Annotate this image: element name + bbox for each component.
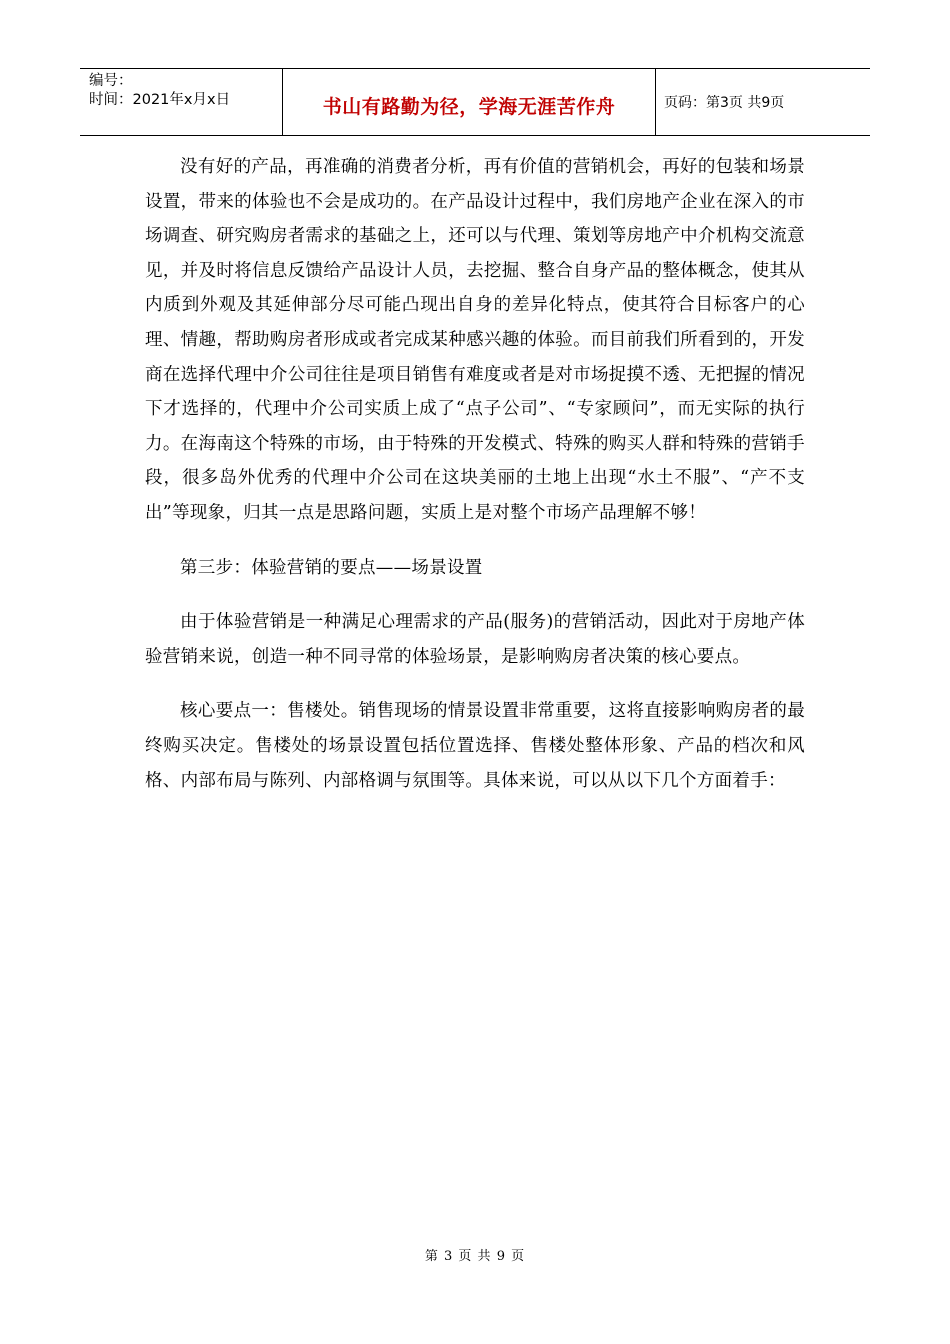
- header-page-info: 页码：第3页 共9页: [664, 95, 785, 111]
- section-heading-step-three: 第三步：体验营销的要点——场景设置: [180, 557, 483, 578]
- document-number-label: 编号：: [89, 73, 133, 89]
- header-left-cell: [80, 69, 282, 135]
- paragraph-sales-office: 核心要点一：售楼处。销售现场的情景设置非常重要，这将直接影响购房者的最终购买决定。售楼处的场景设置包括位置选择、售楼处整体形象、产品的档次和风格、内部布局与陈列、内部格调与氛围等。具体来说，可以从以下几个方面着手：: [145, 701, 805, 791]
- paragraph-product-design: 没有好的产品，再准确的消费者分析，再有价值的营销机会，再好的包装和场景设置，带来的体验也不会是成功的。在产品设计过程中，我们房地产企业在深入的市场调查、研究购房者需求的基础之上，还可以与代理、策划等房地产中介机构交流意见，并及时将信息反馈给产品设计人员，去挖掘、整合自身产品的整体概念，使其从内质到外观及其延伸部分尽可能凸现出自身的差异化特点，使其符合目标客户的心理、情趣，帮助购房者形成或者完成某种感兴趣的体验。而目前我们所看到的，开发商在选择代理中介公司往往是项目销售有难度或者是对市场捉摸不透、无把握的情况下才选择的，代理中介公司实质上成了“点子公司”、“专家顾问”，而无实际的执行力。在海南这个特殊的市场，由于特殊的开发模式、特殊的购买人群和特殊的营销手段，很多岛外优秀的代理中介公司在这块美丽的土地上出现“水土不服”、“产不支出”等现象，归其一点是思路问题，实质上是对整个市场产品理解不够！: [145, 157, 805, 523]
- header-page-cell: [656, 69, 870, 135]
- paragraph-scene-setting: 由于体验营销是一种满足心理需求的产品(服务)的营销活动，因此对于房地产体验营销来说，创造一种不同寻常的体验场景，是影响购房者决策的核心要点。: [145, 612, 805, 667]
- motto-text: 书山有路勤为径，学海无涯苦作舟: [322, 95, 616, 118]
- page-footer: 第 3 页 共 9 页: [424, 1249, 526, 1264]
- document-body: [145, 150, 805, 798]
- header-motto-cell: [282, 69, 656, 135]
- header-table: [80, 68, 870, 136]
- document-date-label: 时间：2021年x月x日: [89, 92, 231, 108]
